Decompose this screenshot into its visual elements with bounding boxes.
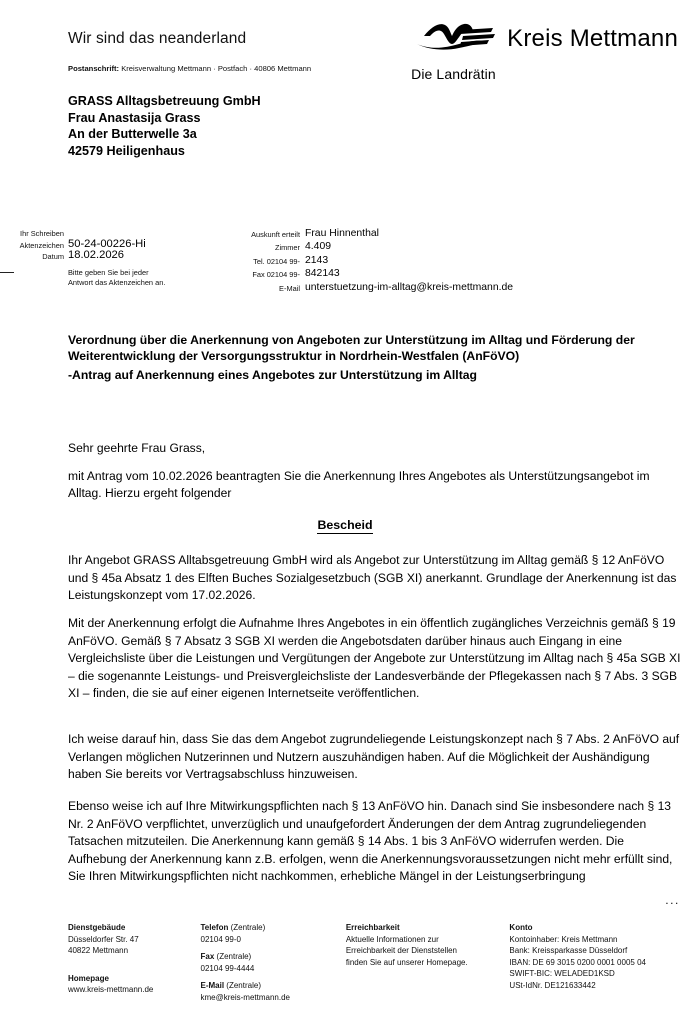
organization-logo bbox=[411, 16, 678, 82]
subject-line-2: -Antrag auf Anerkennung eines Angebotes zur Unterstützung im Alltag bbox=[68, 367, 477, 382]
value-zimmer: 4.409 bbox=[305, 241, 332, 253]
footer-konto-inhaber: Kontoinhaber: Kreis Mettmann bbox=[509, 934, 618, 944]
logo-subtitle: Die Landrätin bbox=[411, 66, 496, 82]
footer-block-address bbox=[68, 922, 191, 957]
footer-konto-ustid: USt-IdNr. DE121633442 bbox=[509, 980, 596, 990]
value-email: unterstuetzung-im-alltag@kreis-mettmann.de bbox=[305, 281, 514, 293]
logo-row bbox=[411, 16, 678, 61]
body-paragraph-1: Ihr Angebot GRASS Alltabsgetreuung GmbH wird als Angebot zur Unterstützung im Alltag gemäß § 12 AnFöVO und § 45a Absatz 1 des Elften Buches Sozialgesetzbuch (SGB XI) anerkannt. Grundlage der Anerkennung ist das Leistungskonzept vom 17.02.2026. bbox=[68, 553, 677, 602]
salutation: Sehr geehrte Frau Grass, bbox=[68, 441, 206, 455]
recipient-person: Frau Anastasija Grass bbox=[68, 110, 201, 125]
recipient-address-block bbox=[68, 93, 261, 159]
footer-heading-telefon-rest: (Zentrale) bbox=[228, 923, 266, 932]
footer-column-erreichbarkeit bbox=[346, 922, 510, 1004]
reference-right-values bbox=[305, 227, 513, 294]
page-footer bbox=[68, 922, 684, 1004]
value-fax: 842143 bbox=[305, 268, 340, 280]
subject-line-1: Verordnung über die Anerkennung von Angeboten zur Unterstützung im Alltag und Förderung der Weiterentwicklung der Versorgungsstruktur in Nordrhein-Westfalen (AnFöVO) bbox=[68, 333, 635, 364]
footer-block-telefon bbox=[201, 922, 336, 945]
footer-column-dienstgebaeude bbox=[68, 922, 201, 1004]
postanschrift-value: Kreisverwaltung Mettmann · Postfach · 40806 Mettmann bbox=[121, 64, 312, 73]
body-paragraph-4: Ebenso weise ich auf Ihre Mitwirkungspflichten nach § 13 AnFöVO hin. Danach sind Sie insbesondere nach § 13 Nr. 2 AnFöVO verpflichtet, unverzüglich und unaufgefordert Änderungen der dem Antrag zugrundeliegenden Tatsachen mitzuteilen. Die Anerkennung kann gemäß § 14 Abs. 1 bis 3 AnFöVO widerrufen werden. Die Aufhebung der Anerkennung kann z.B. erfolgen, wenn die Anerkennungsvoraussetzungen nicht mehr erfüllt sind, Sie Ihren Mitwirkungspflichten nicht nachkommen, erhebliche Mängel in der Leistungserbringung bbox=[68, 799, 673, 883]
label-datum: Datum bbox=[42, 252, 64, 262]
footer-konto-bank: Bank: Kreissparkasse Düsseldorf bbox=[509, 946, 628, 956]
footer-address-city: 40822 Mettmann bbox=[68, 946, 129, 956]
reference-left-labels bbox=[2, 228, 64, 263]
footer-block-email bbox=[201, 980, 336, 1003]
footer-block-homepage bbox=[68, 973, 191, 996]
subject-block bbox=[68, 332, 682, 383]
value-ihr-schreiben bbox=[68, 227, 146, 239]
reference-left-values bbox=[68, 227, 146, 262]
decision-heading bbox=[0, 518, 690, 532]
label-telefon: Tel. 02104 99- bbox=[253, 256, 300, 266]
recipient-company: GRASS Alltagsbetreuung GmbH bbox=[68, 94, 261, 108]
footer-heading-email bbox=[201, 980, 336, 992]
wave-bird-logo-icon bbox=[411, 16, 499, 61]
decision-heading-text: Bescheid bbox=[317, 518, 373, 532]
footer-heading-konto: Konto bbox=[509, 923, 533, 932]
footer-email-address[interactable]: kme@kreis-mettmann.de bbox=[200, 992, 290, 1002]
footer-fax-number: 02104 99-4444 bbox=[200, 963, 255, 973]
footer-heading-email-rest: (Zentrale) bbox=[224, 981, 261, 991]
recipient-street: An der Butterwelle 3a bbox=[68, 127, 197, 142]
footer-erreichbarkeit-line1: Aktuelle Informationen zur bbox=[345, 934, 439, 944]
footer-homepage-url[interactable]: www.kreis-mettmann.de bbox=[68, 985, 154, 995]
footer-telefon-number: 02104 99-0 bbox=[200, 934, 241, 944]
footer-heading-fax-rest: (Zentrale) bbox=[214, 952, 252, 962]
slogan-text: Wir sind das neanderland bbox=[68, 30, 247, 47]
postanschrift-line bbox=[68, 64, 311, 73]
footer-heading-homepage: Homepage bbox=[68, 973, 109, 983]
recipient-city: 42579 Heiligenhaus bbox=[68, 143, 185, 158]
footer-address-street: Düsseldorfer Str. 47 bbox=[68, 934, 139, 944]
footer-erreichbarkeit-line2: Erreichbarkeit der Dienststellen bbox=[345, 946, 457, 956]
footer-spacer bbox=[68, 963, 191, 973]
footer-block-fax bbox=[201, 951, 336, 974]
reference-right-labels bbox=[200, 228, 300, 295]
footer-heading-erreichbarkeit: Erreichbarkeit bbox=[345, 923, 400, 932]
body-paragraph-2: Mit der Anerkennung erfolgt die Aufnahme Ihres Angebotes in ein öffentlich zugängliches Verzeichnis gemäß § 19 AnFöVO. Gemäß § 7 Absatz 3 SGB XI werden die Angebotsdaten darüber hinaus auch Eingang in eine Vergleichsliste über die Leistungen und Vergütungen der Angebote zur Unterstützung im Alltag nach § 45a SGB XI – die sogenannte Leistungs- und Preisvergleichsliste der Landesverbände der Pflegekassen nach § 7 Abs. 3 SGB XI – finden, die sie auf einer eigenen Internetseite veröffentlichen. bbox=[68, 616, 681, 700]
label-auskunft-erteilt: Auskunft erteilt bbox=[251, 230, 300, 239]
footer-heading-fax-bold: Fax bbox=[200, 952, 215, 962]
logo-name: Kreis Mettmann bbox=[507, 24, 678, 52]
postanschrift-label: Postanschrift: bbox=[68, 64, 120, 73]
continuation-marker: ... bbox=[665, 893, 680, 907]
footer-column-konto bbox=[509, 922, 684, 1004]
reference-note bbox=[68, 268, 165, 287]
value-aktenzeichen: 50-24-00226-Hi bbox=[68, 237, 146, 250]
footer-heading-fax bbox=[201, 951, 336, 963]
footer-konto-iban: IBAN: DE 69 3015 0200 0001 0005 04 bbox=[509, 957, 646, 967]
label-ihr-schreiben: Ihr Schreiben bbox=[20, 229, 64, 238]
value-datum: 18.02.2026 bbox=[68, 249, 124, 262]
reference-note-line1: Bitte geben Sie bei jeder bbox=[68, 268, 149, 277]
footer-column-kontakt bbox=[201, 922, 346, 1004]
footer-heading-telefon-bold: Telefon bbox=[200, 923, 229, 932]
value-telefon: 2143 bbox=[305, 254, 329, 266]
footer-heading-dienstgebaeude: Dienstgebäude bbox=[68, 923, 126, 932]
label-zimmer: Zimmer bbox=[274, 243, 300, 253]
footer-heading-email-bold: E-Mail bbox=[200, 981, 225, 991]
footer-erreichbarkeit-line3: finden Sie auf unserer Homepage. bbox=[345, 957, 468, 967]
label-fax: Fax 02104 99- bbox=[252, 270, 300, 280]
reference-note-line2: Antwort das Aktenzeichen an. bbox=[68, 277, 166, 287]
body-paragraph-3: Ich weise darauf hin, dass Sie das dem Angebot zugrundeliegende Leistungskonzept nach § 7 Abs. 2 AnFöVO auf Verlangen möglichen Nutzerinnen und Nutzern auszuhändigen haben. Auf die Möglichkeit der Aushändigung haben Sie bereits vor Vertragsabschluss hinzuweisen. bbox=[68, 732, 680, 781]
footer-konto-swift: SWIFT-BIC: WELADED1KSD bbox=[509, 969, 615, 979]
value-auskunft-erteilt: Frau Hinnenthal bbox=[305, 228, 379, 239]
footer-heading-telefon bbox=[201, 922, 336, 934]
fold-mark bbox=[0, 272, 14, 273]
label-aktenzeichen: Aktenzeichen bbox=[19, 240, 64, 250]
label-email: E-Mail bbox=[279, 283, 300, 293]
intro-paragraph: mit Antrag vom 10.02.2026 beantragten Sie die Anerkennung Ihres Angebotes als Unterstützungsangebot im Alltag. Hierzu ergeht folgender bbox=[68, 469, 650, 501]
